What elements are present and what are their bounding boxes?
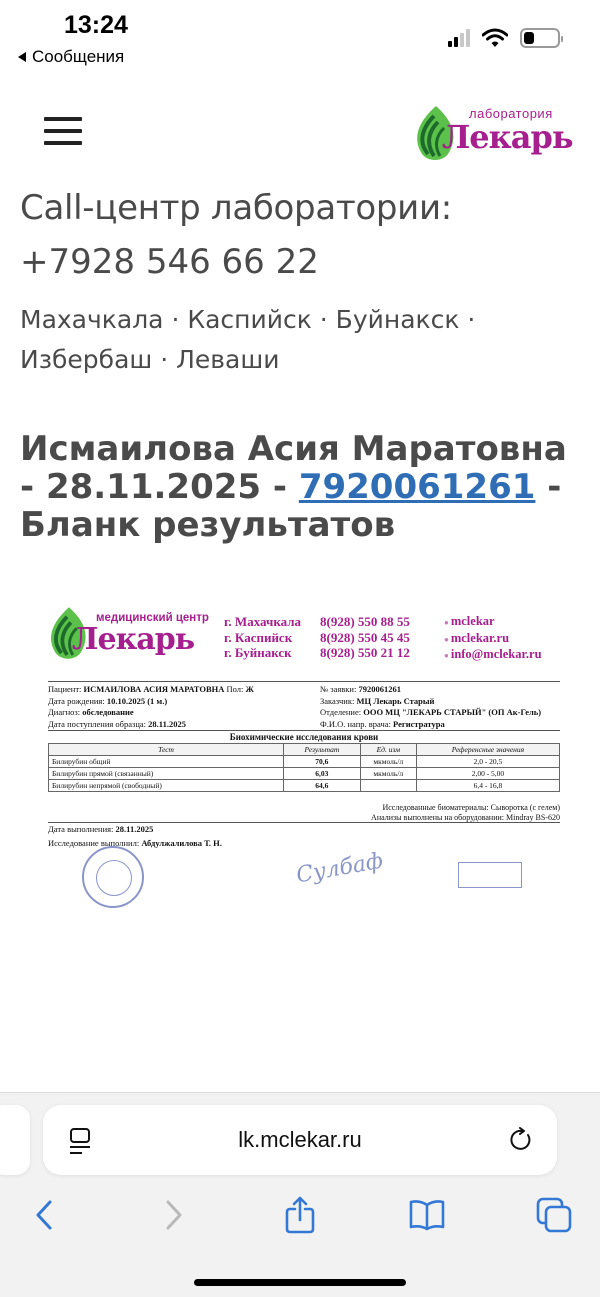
divider <box>48 681 560 682</box>
rectangular-stamp-icon <box>458 862 522 888</box>
cellular-signal-icon <box>448 29 470 47</box>
forward-button[interactable] <box>152 1193 196 1237</box>
medcenter-subtitle: медицинский центр <box>96 612 209 624</box>
title-prefix: Исмаилова Асия Маратовна - 28.11.2025 - <box>20 429 567 507</box>
table-row: Билирубин общий 70,6 мкмоль/л 2,0 - 20,5 <box>49 756 560 768</box>
results-form-image <box>44 596 564 896</box>
back-triangle-icon <box>18 52 26 62</box>
instagram-icon <box>444 614 451 628</box>
bookmarks-button[interactable] <box>405 1193 449 1237</box>
web-icon <box>444 631 451 645</box>
order-info: № заявки: 7920061261 Заказчик: МЦ Лекарь Старый Отделение: ООО МЦ "ЛЕКАРЬ СТАРЫЙ" (ОП Ак-Гель) Ф.И.О. напр. врача: Регистратура <box>320 684 542 729</box>
browser-toolbar <box>0 1092 600 1297</box>
signature: Сулбаф <box>294 848 385 889</box>
divider <box>48 730 560 731</box>
title-suffix: - Бланк результатов <box>20 467 562 545</box>
medcenter-logo <box>48 598 218 664</box>
home-indicator[interactable] <box>194 1279 406 1286</box>
medcenter-name: Лекарь <box>72 622 195 657</box>
results-table <box>48 743 560 792</box>
status-icons <box>448 28 560 48</box>
equipment-note: Анализы выполнены на оборудовании: Mindray BS-620 <box>371 813 560 822</box>
lab-logo[interactable] <box>414 98 574 164</box>
back-to-app-label: Сообщения <box>32 47 125 66</box>
form-cities: г. Махачкала г. Каспийск г. Буйнакск <box>224 614 302 660</box>
page-title <box>20 430 585 544</box>
form-phones: 8(928) 550 88 55 8(928) 550 45 45 8(928) 550 21 12 <box>320 614 410 660</box>
completion-date: Дата выполнения: 28.11.2025 <box>48 824 154 834</box>
performer: Исследование выполнил: Абдулжалилова Т. Н. <box>48 838 222 848</box>
share-button[interactable] <box>278 1193 322 1237</box>
call-center-phone[interactable]: +7928 546 66 22 <box>20 242 319 282</box>
table-row: Билирубин прямой (связанный) 6,03 мкмоль/л 2,00 - 5,00 <box>49 768 560 780</box>
order-number-link[interactable]: 7920061261 <box>298 467 536 507</box>
form-web-contacts: ● mclekar ● mclekar.ru ● info@mclekar.ru <box>444 614 542 664</box>
url-text[interactable]: lk.mclekar.ru <box>238 1127 362 1152</box>
share-icon <box>284 1196 316 1234</box>
wifi-icon <box>482 28 508 48</box>
call-center-label: Call-центр лаборатории: <box>20 188 452 228</box>
city-list: Махачкала · Каспийск · Буйнакск · Избербаш · Леваши <box>20 305 476 374</box>
tabs-icon <box>536 1197 572 1233</box>
patient-info: Пациент: ИСМАИЛОВА АСИЯ МАРАТОВНА Пол: Ж Дата рождения: 10.10.2025 (1 м.) Диагноз: обследование Дата поступления образца: 28.11.2025 <box>48 684 254 729</box>
back-to-app-button[interactable] <box>18 47 124 67</box>
address-bar[interactable] <box>43 1105 557 1175</box>
table-row: Билирубин непрямой (свободный) 64,6 6,4 - 16,8 <box>49 780 560 792</box>
divider <box>48 822 560 823</box>
chevron-right-icon <box>164 1199 184 1231</box>
email-icon <box>444 647 451 661</box>
navigation-row <box>0 1193 600 1237</box>
section-title: Биохимические исследования крови <box>229 732 379 742</box>
chevron-left-icon <box>34 1199 54 1231</box>
previous-tab-peek[interactable] <box>0 1105 30 1175</box>
battery-icon <box>520 28 560 48</box>
clock: 13:24 <box>64 11 128 39</box>
biomaterial-note: Исследованные биоматериалы: Сыворотка (с гелем) <box>382 803 560 812</box>
book-icon <box>408 1199 446 1231</box>
reload-icon[interactable] <box>509 1127 535 1153</box>
back-button[interactable] <box>22 1193 66 1237</box>
status-bar <box>0 0 600 80</box>
logo-subtitle: лаборатория <box>469 106 553 121</box>
logo-name: Лекарь <box>442 118 573 156</box>
table-header-row: Тест Результат Ед. изм Референсные значения <box>49 744 560 756</box>
tabs-button[interactable] <box>532 1193 576 1237</box>
round-stamp-icon <box>82 846 144 908</box>
menu-button[interactable] <box>44 117 82 145</box>
